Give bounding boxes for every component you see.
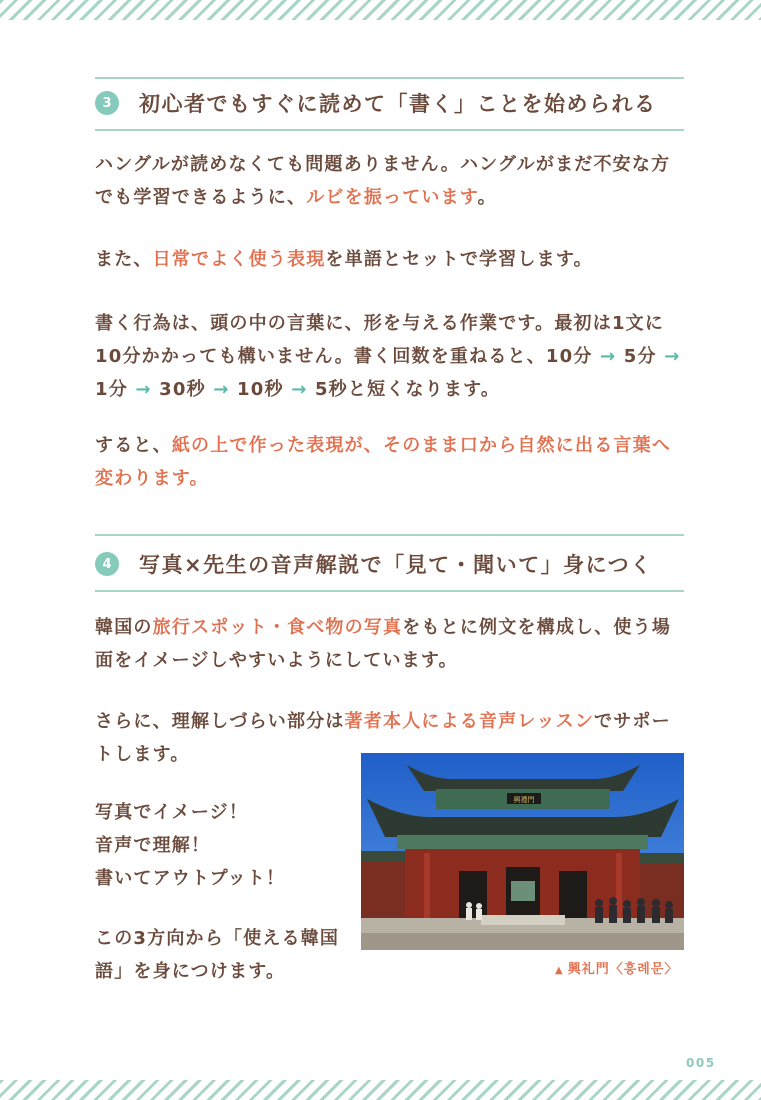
highlight-natural-words: 紙の上で作った表現が、そのまま口から自然に出る言葉へ変わります。 — [95, 435, 672, 489]
heungnyemun-photo — [361, 753, 684, 950]
section-4-paragraph-1: 韓国の旅行スポット・食べ物の写真をもとに例文を構成し、使う場面をイメージしやすいようにしています。 — [95, 617, 672, 671]
section-3-paragraph-2: また、日常でよく使う表現を単語とセットで学習します。 — [95, 249, 593, 270]
page-number: 005 — [686, 1056, 716, 1070]
arrow-5: → — [291, 379, 308, 400]
section-4-paragraph-4: この3方向から「使える韓国語」を身につけます。 — [95, 928, 340, 982]
section-3-paragraph-1: ハングルが読めなくても問題ありません。ハングルがまだ不安な方でも学習できるように、ルビを振っています。 — [95, 154, 671, 208]
step-audio: 音声で理解！ — [95, 835, 211, 856]
highlight-travel-photos: 旅行スポット・食べ物の写真 — [152, 617, 403, 638]
section-4-heading — [95, 549, 684, 579]
arrow-4: → — [213, 379, 230, 400]
step-photo: 写真でイメージ！ — [95, 802, 249, 823]
section-3-top-rule — [95, 77, 684, 79]
section-4-top-rule — [95, 534, 684, 536]
highlight-ruby: ルビを振っています — [306, 187, 478, 208]
section-3-bottom-rule — [95, 129, 684, 131]
top-border-stripe — [0, 0, 761, 20]
arrow-2: → — [664, 346, 681, 367]
section-3-heading — [95, 88, 684, 118]
highlight-daily-expressions: 日常でよく使う表現 — [152, 249, 326, 270]
section-4-paragraph-2: さらに、理解しづらい部分は著者本人による音声レッスンでサポートします。 — [95, 711, 671, 765]
section-4-number-badge: 4 — [95, 552, 119, 576]
step-output: 書いてアウトプット！ — [95, 868, 286, 889]
photo-caption: ▲ 興礼門〈흥례문〉 — [555, 962, 679, 977]
arrow-3: → — [135, 379, 152, 400]
signboard-text: 興禮門 — [513, 796, 535, 804]
gate-illustration — [361, 753, 684, 950]
section-3-paragraph-4: すると、紙の上で作った表現が、そのまま口から自然に出る言葉へ変わります。 — [95, 435, 672, 489]
section-4-three-steps — [95, 796, 365, 895]
section-4-title: 写真×先生の音声解説で「見て・聞いて」身につく — [139, 553, 653, 577]
highlight-audio-lesson: 著者本人による音声レッスン — [344, 711, 595, 732]
bottom-border-stripe — [0, 1080, 761, 1100]
section-3-number-badge: 3 — [95, 91, 119, 115]
caption-triangle-icon: ▲ — [555, 965, 564, 976]
section-3-paragraph-3: 書く行為は、頭の中の言葉に、形を与える作業です。最初は1文に10分かかっても構いません。書く回数を重ねると、10分 → 5分 → 1分 → 30秒 → 10秒 → 5秒と短くなります。 — [95, 313, 681, 400]
arrow-1: → — [600, 346, 617, 367]
section-3-title: 初心者でもすぐに読めて「書く」ことを始められる — [139, 92, 657, 116]
section-4-bottom-rule — [95, 590, 684, 592]
